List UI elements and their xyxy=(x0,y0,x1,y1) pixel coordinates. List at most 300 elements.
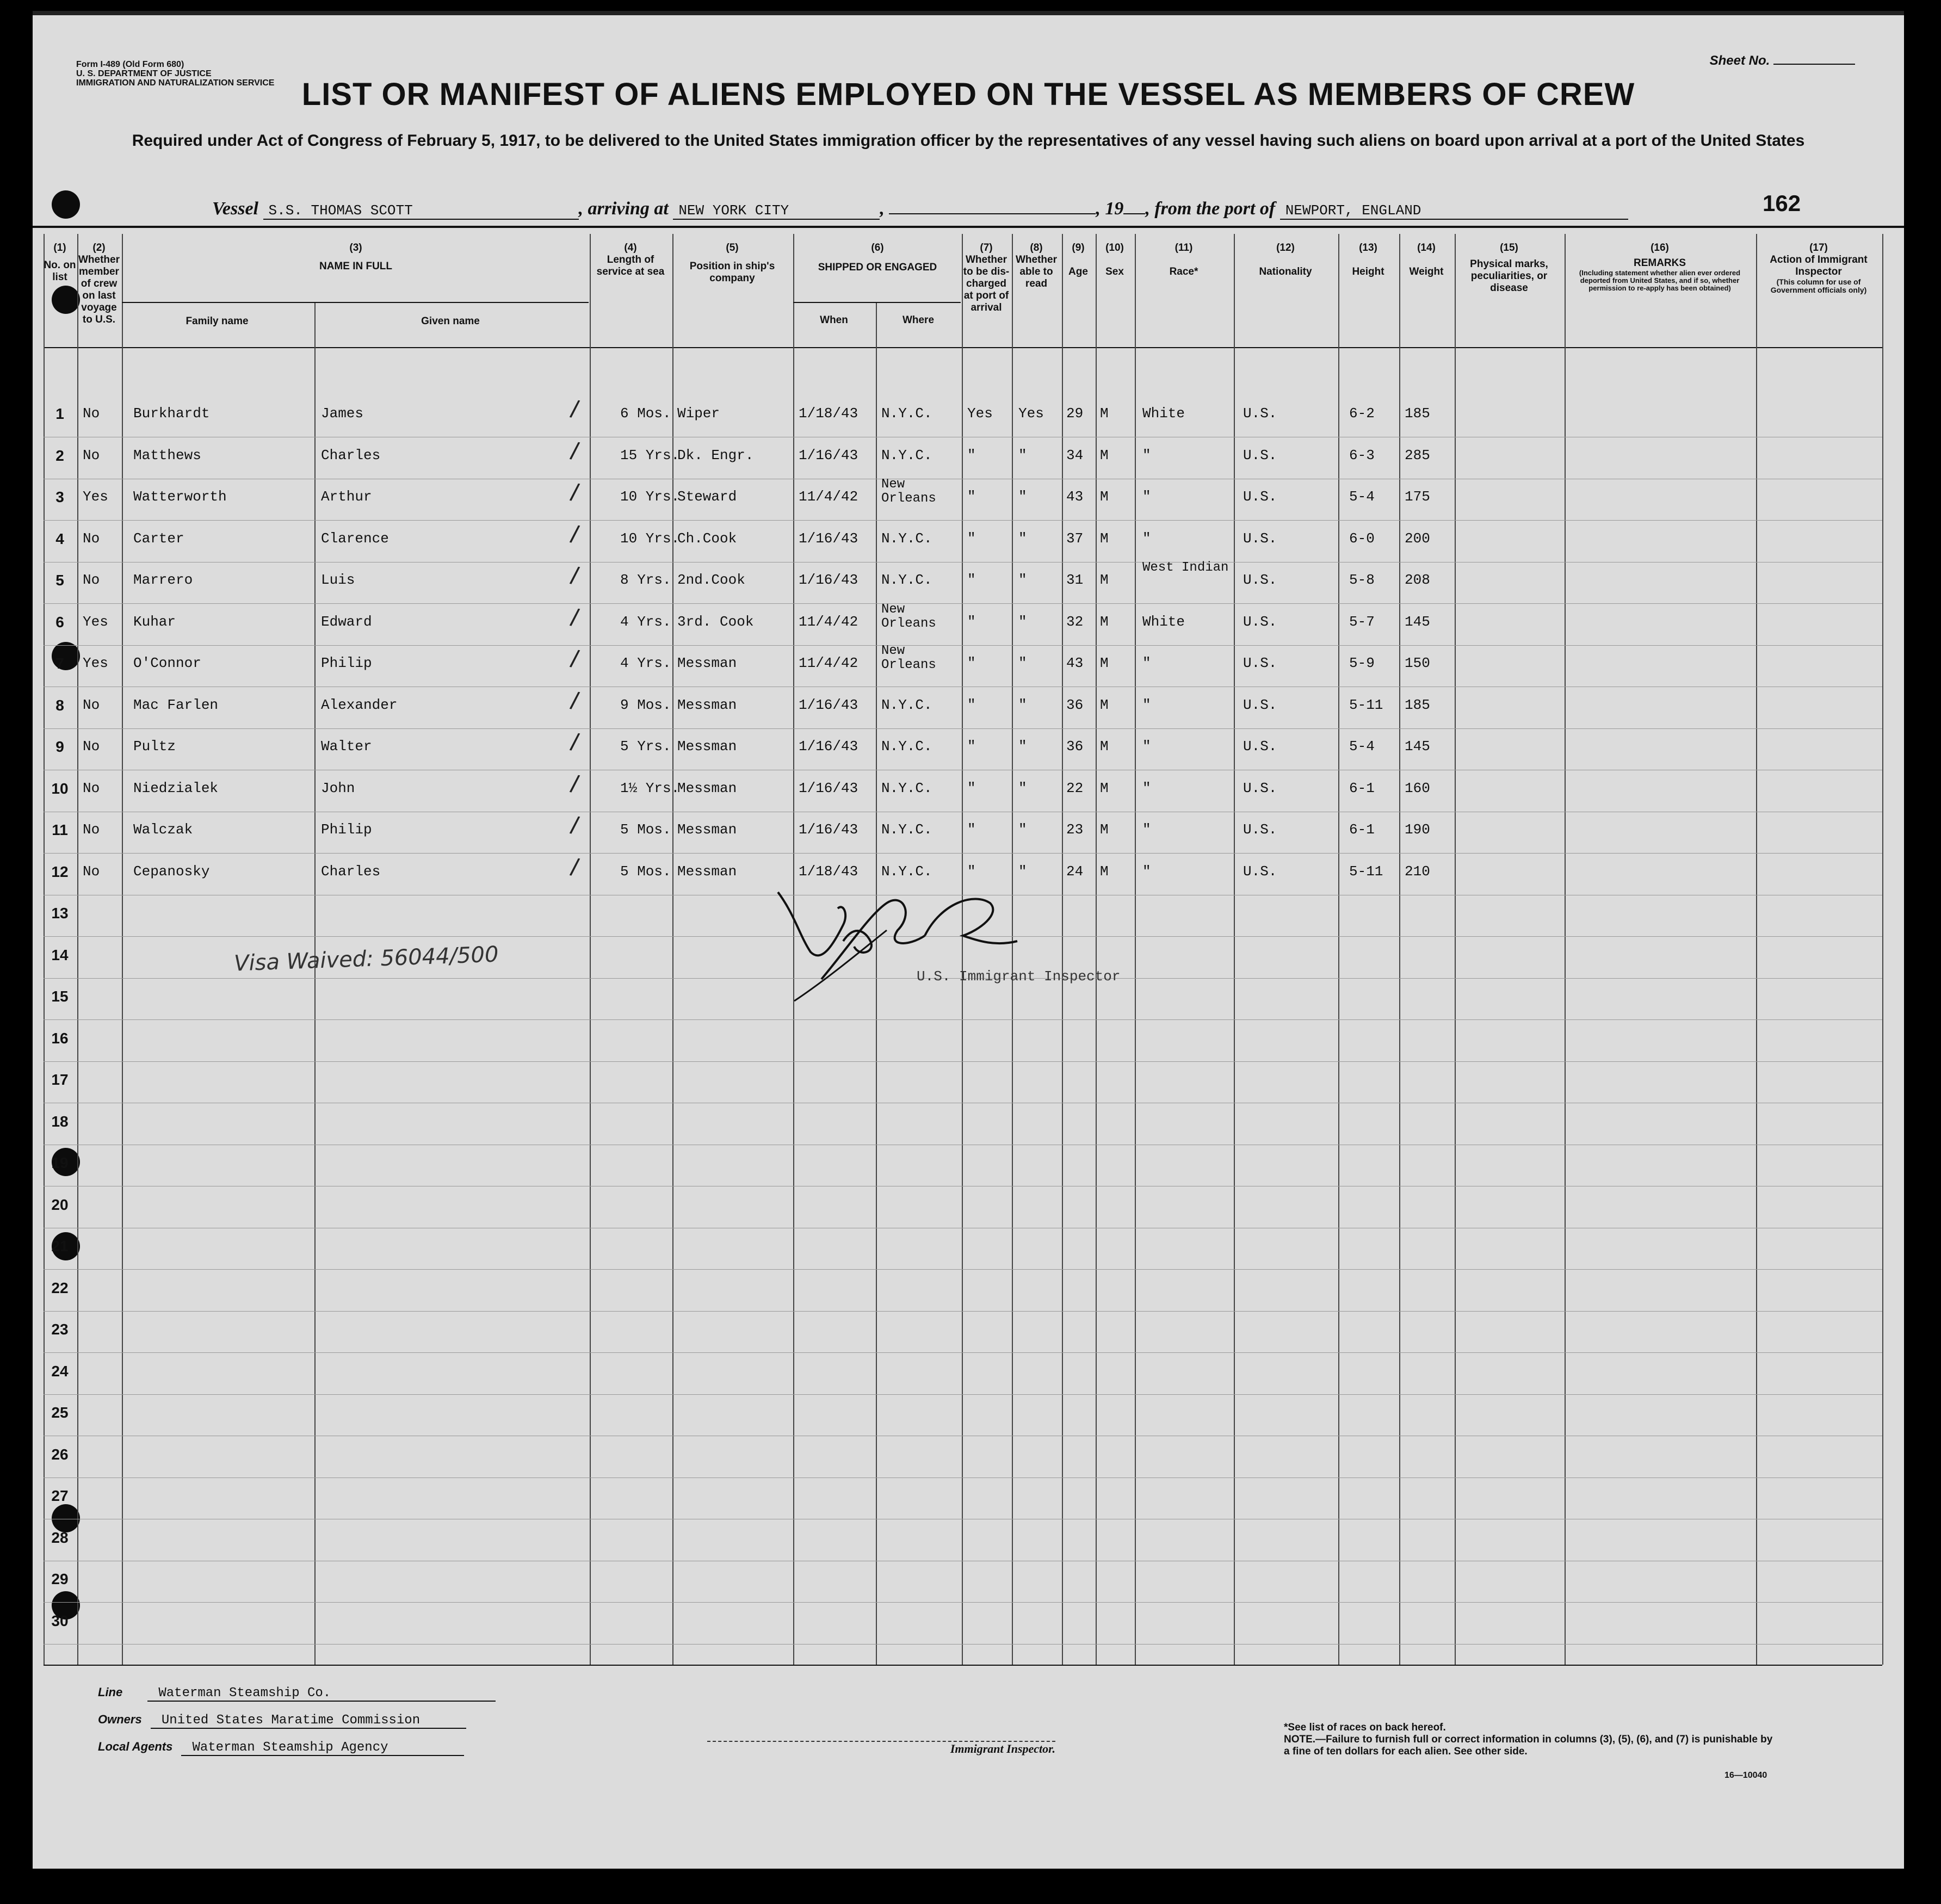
inspector-signature xyxy=(762,870,1034,1012)
manifest-sheet xyxy=(33,11,1904,1869)
header-col-10: (10) Sex xyxy=(1105,242,1124,277)
cell-given: Luis xyxy=(321,572,355,588)
cell-age: 36 xyxy=(1066,696,1084,713)
cell-nat: U.S. xyxy=(1243,863,1277,880)
service-tick-mark: / xyxy=(568,769,582,799)
manifest-subtitle: Required under Act of Congress of February 5, 1917, to be delivered to the United States immigration officer by the representatives of any vessel having such aliens on board upon arrival at a port of the United States xyxy=(132,132,1805,150)
cell-race: White xyxy=(1142,613,1185,630)
cell-race: West Indian xyxy=(1142,560,1229,575)
service-tick-mark: / xyxy=(568,519,582,549)
cell-race: " xyxy=(1142,489,1151,505)
cell-sex: M xyxy=(1100,447,1109,463)
line-label: Line xyxy=(98,1685,123,1699)
row-number: 6 xyxy=(55,613,64,630)
cell-where: N.Y.C. xyxy=(881,821,932,838)
header-bottom-rule xyxy=(44,347,1882,348)
header-col-1: (1) No. on list xyxy=(44,242,76,283)
service-tick-mark: / xyxy=(568,436,582,466)
owners-field xyxy=(98,1713,466,1729)
row-number: 4 xyxy=(55,530,64,547)
row-number: 29 xyxy=(51,1571,69,1587)
row-number: 16 xyxy=(51,1029,69,1047)
header-when: When xyxy=(820,314,848,326)
cell-sex: M xyxy=(1100,613,1109,630)
row-number: 8 xyxy=(55,696,64,714)
row-number: 21 xyxy=(51,1238,69,1254)
cell-age: 23 xyxy=(1066,821,1084,838)
cell-when: 1/16/43 xyxy=(799,530,858,547)
cell-when: 11/4/42 xyxy=(799,613,858,630)
column-rule xyxy=(1455,234,1456,1665)
row-number: 20 xyxy=(51,1196,69,1213)
row-number: 3 xyxy=(55,489,64,505)
cell-last: No xyxy=(83,530,100,547)
cell-age: 22 xyxy=(1066,780,1084,796)
header-col-16: (16) REMARKS (Including statement whether alien ever ordered deported from United States, and if so, whether permission to re-apply has been obtained) xyxy=(1579,242,1741,292)
cell-service: 10 Yrs. xyxy=(620,530,680,547)
row-number: 10 xyxy=(51,780,69,797)
cell-height: 6-1 xyxy=(1349,821,1375,838)
row-rule xyxy=(44,1061,1882,1062)
row-number: 22 xyxy=(51,1279,69,1296)
cell-last: No xyxy=(83,863,100,880)
header-col-12: (12) Nationality xyxy=(1259,242,1312,277)
cell-position: Messman xyxy=(677,821,737,838)
cell-read: " xyxy=(1018,780,1027,796)
cell-when: 1/18/43 xyxy=(799,405,858,422)
row-number: 26 xyxy=(51,1445,69,1463)
cell-last: Yes xyxy=(83,489,108,505)
header-col-14: (14) Weight xyxy=(1409,242,1444,277)
cell-service: 15 Yrs. xyxy=(620,447,680,463)
service-tick-mark: / xyxy=(568,852,582,882)
cell-nat: U.S. xyxy=(1243,530,1277,547)
cell-family: Kuhar xyxy=(133,613,176,630)
cell-given: Edward xyxy=(321,613,372,630)
sheet-number-label: Sheet No. xyxy=(1709,53,1770,68)
cell-race: " xyxy=(1142,530,1151,547)
vessel-line: Vessel S.S. THOMAS SCOTT , arriving at NEW YORK CITY , , 19 , from the port of NEWPORT, ENGLAND xyxy=(212,199,1628,220)
binder-hole xyxy=(52,286,80,314)
arriving-label: , arriving at xyxy=(578,199,669,219)
fine-note: NOTE.—Failure to furnish full or correct information in columns (3), (5), (6), and (7) is punishable by a fine of ten dollars for each alien. See other side. xyxy=(1284,1734,1773,1757)
header-col-4: (4) Length of service at sea xyxy=(596,242,665,277)
cell-where: New Orleans xyxy=(881,644,936,672)
owners-label: Owners xyxy=(98,1713,142,1726)
row-number: 2 xyxy=(55,447,64,464)
immigrant-inspector-line: Immigrant Inspector. xyxy=(707,1741,1055,1756)
service-tick-mark: / xyxy=(568,478,582,507)
cell-service: 4 Yrs. xyxy=(620,613,671,630)
header-col-11: (11) Race* xyxy=(1169,242,1198,277)
cell-when: 1/16/43 xyxy=(799,447,858,463)
cell-family: Niedzialek xyxy=(133,780,219,796)
cell-race: " xyxy=(1142,447,1151,463)
cell-last: No xyxy=(83,738,100,755)
cell-read: " xyxy=(1018,738,1027,755)
cell-position: Messman xyxy=(677,863,737,880)
cell-service: 5 Yrs. xyxy=(620,738,671,755)
cell-age: 43 xyxy=(1066,489,1084,505)
vessel-name: S.S. THOMAS SCOTT xyxy=(263,202,579,220)
cell-disch: " xyxy=(967,655,976,671)
table-bottom-rule xyxy=(44,1665,1882,1666)
cell-where: N.Y.C. xyxy=(881,447,932,463)
row-rule xyxy=(44,853,1882,854)
from-label: , from the port of xyxy=(1145,199,1276,219)
column-rule xyxy=(1135,234,1136,1665)
cell-read: " xyxy=(1018,863,1027,880)
year-label: , 19 xyxy=(1096,199,1124,219)
cell-last: No xyxy=(83,821,100,838)
cell-position: Messman xyxy=(677,696,737,713)
cell-position: Messman xyxy=(677,780,737,796)
row-number: 19 xyxy=(51,1154,69,1171)
inspector-title: U.S. Immigrant Inspector xyxy=(917,968,1121,985)
cell-nat: U.S. xyxy=(1243,655,1277,671)
row-number: 30 xyxy=(51,1612,69,1629)
sheet-top-edge xyxy=(33,11,1904,15)
cell-position: 3rd. Cook xyxy=(677,613,754,630)
cell-position: Wiper xyxy=(677,405,720,422)
cell-family: Pultz xyxy=(133,738,176,755)
row-number: 23 xyxy=(51,1321,69,1338)
cell-service: 9 Mos. xyxy=(620,696,671,713)
line-field xyxy=(98,1685,496,1702)
cell-service: 4 Yrs. xyxy=(620,655,671,671)
cell-family: Marrero xyxy=(133,572,193,588)
cell-last: No xyxy=(83,405,100,422)
table-top-rule xyxy=(33,226,1904,228)
cell-where: N.Y.C. xyxy=(881,738,932,755)
cell-where: N.Y.C. xyxy=(881,780,932,796)
cell-when: 11/4/42 xyxy=(799,655,858,671)
cell-nat: U.S. xyxy=(1243,489,1277,505)
cell-family: Mac Farlen xyxy=(133,696,219,713)
row-number: 14 xyxy=(51,946,69,963)
header-given-name: Given name xyxy=(421,316,480,327)
header-family-name: Family name xyxy=(186,316,249,327)
binder-hole xyxy=(52,1504,80,1532)
cell-height: 5-9 xyxy=(1349,655,1375,671)
cell-sex: M xyxy=(1100,780,1109,796)
date-blank xyxy=(889,213,1096,214)
cell-height: 5-8 xyxy=(1349,572,1375,588)
cell-weight: 208 xyxy=(1405,572,1430,588)
column-rule xyxy=(1062,234,1063,1665)
column-rule xyxy=(314,302,316,1665)
cell-weight: 175 xyxy=(1405,489,1430,505)
sheet-number-blank xyxy=(1773,64,1855,65)
cell-age: 36 xyxy=(1066,738,1084,755)
cell-nat: U.S. xyxy=(1243,613,1277,630)
cell-read: " xyxy=(1018,572,1027,588)
agents-field xyxy=(98,1740,464,1756)
header-col-2: (2) Whether member of crew on last voyage to U.S. xyxy=(78,242,120,325)
cell-disch: " xyxy=(967,489,976,505)
cell-race: White xyxy=(1142,405,1185,422)
cell-age: 24 xyxy=(1066,863,1084,880)
cell-service: 1½ Yrs. xyxy=(620,780,680,796)
cell-where: N.Y.C. xyxy=(881,530,932,547)
row-rule xyxy=(44,1269,1882,1270)
cell-disch: " xyxy=(967,447,976,463)
header-col-6: (6) SHIPPED OR ENGAGED xyxy=(818,242,937,273)
cell-where: N.Y.C. xyxy=(881,405,932,422)
department-name: U. S. DEPARTMENT OF JUSTICE xyxy=(76,69,212,78)
cell-given: Charles xyxy=(321,863,381,880)
service-tick-mark: / xyxy=(568,811,582,840)
cell-age: 37 xyxy=(1066,530,1084,547)
header-col-13: (13) Height xyxy=(1352,242,1384,277)
cell-race: " xyxy=(1142,780,1151,796)
column-rule xyxy=(1399,234,1400,1665)
cell-last: Yes xyxy=(83,613,108,630)
cell-age: 34 xyxy=(1066,447,1084,463)
cell-disch: " xyxy=(967,821,976,838)
row-rule xyxy=(44,603,1882,604)
cell-where: N.Y.C. xyxy=(881,863,932,880)
cell-read: " xyxy=(1018,696,1027,713)
cell-position: Ch.Cook xyxy=(677,530,737,547)
cell-disch: " xyxy=(967,863,976,880)
cell-family: Matthews xyxy=(133,447,201,463)
cell-nat: U.S. xyxy=(1243,405,1277,422)
cell-when: 1/16/43 xyxy=(799,696,858,713)
cell-sex: M xyxy=(1100,572,1109,588)
cell-position: 2nd.Cook xyxy=(677,572,745,588)
service-tick-mark: / xyxy=(568,602,582,632)
cell-when: 11/4/42 xyxy=(799,489,858,505)
cell-nat: U.S. xyxy=(1243,572,1277,588)
cell-read: " xyxy=(1018,530,1027,547)
row-number: 25 xyxy=(51,1404,69,1421)
cell-disch: " xyxy=(967,696,976,713)
cell-weight: 200 xyxy=(1405,530,1430,547)
cell-nat: U.S. xyxy=(1243,696,1277,713)
row-rule xyxy=(44,1352,1882,1353)
header-col-15: (15) Physical marks, peculiarities, or disease xyxy=(1470,242,1548,294)
cell-when: 1/16/43 xyxy=(799,821,858,838)
service-tick-mark: / xyxy=(568,727,582,757)
row-rule xyxy=(44,1019,1882,1020)
cell-sex: M xyxy=(1100,489,1109,505)
row-rule xyxy=(44,728,1882,729)
row-number: 11 xyxy=(52,821,68,838)
form-id: Form I-489 (Old Form 680) xyxy=(76,60,184,69)
column-rule xyxy=(1096,234,1097,1665)
sheet-number-field xyxy=(1710,53,1855,69)
cell-family: Burkhardt xyxy=(133,405,210,422)
cell-race: " xyxy=(1142,655,1151,671)
cell-read: " xyxy=(1018,821,1027,838)
cell-read: " xyxy=(1018,613,1027,630)
manifest-title: LIST OR MANIFEST OF ALIENS EMPLOYED ON THE VESSEL AS MEMBERS OF CREW xyxy=(301,77,1635,112)
row-number: 5 xyxy=(55,572,64,589)
cell-read: " xyxy=(1018,447,1027,463)
service-tick-mark: / xyxy=(568,561,582,590)
cell-when: 1/16/43 xyxy=(799,572,858,588)
cell-disch: Yes xyxy=(967,405,993,422)
cell-family: Watterworth xyxy=(133,489,227,505)
service-tick-mark: / xyxy=(568,685,582,715)
arriving-port: NEW YORK CITY xyxy=(673,202,880,220)
cell-race: " xyxy=(1142,696,1151,713)
cell-last: No xyxy=(83,572,100,588)
cell-where: New Orleans xyxy=(881,477,936,506)
row-number: 28 xyxy=(51,1529,69,1546)
cell-height: 6-3 xyxy=(1349,447,1375,463)
cell-service: 8 Yrs. xyxy=(620,572,671,588)
cell-given: James xyxy=(321,405,364,422)
cell-weight: 160 xyxy=(1405,780,1430,796)
row-rule xyxy=(44,1394,1882,1395)
row-number: 18 xyxy=(51,1112,69,1130)
column-rule xyxy=(590,234,591,1665)
cell-weight: 145 xyxy=(1405,613,1430,630)
row-number: 15 xyxy=(51,988,69,1005)
header-col-3: (3) NAME IN FULL xyxy=(319,242,393,272)
row-rule xyxy=(44,1602,1882,1603)
cell-weight: 185 xyxy=(1405,696,1430,713)
cell-disch: " xyxy=(967,613,976,630)
cell-disch: " xyxy=(967,780,976,796)
column-rule xyxy=(1756,234,1757,1665)
cell-read: Yes xyxy=(1018,405,1044,422)
from-port: NEWPORT, ENGLAND xyxy=(1280,202,1628,220)
cell-disch: " xyxy=(967,530,976,547)
row-number: 13 xyxy=(51,905,69,922)
cell-height: 5-7 xyxy=(1349,613,1375,630)
cell-last: No xyxy=(83,780,100,796)
visa-waived-note: Visa Waived: 56044/500 xyxy=(233,942,499,976)
cell-given: Philip xyxy=(321,655,372,671)
cell-last: Yes xyxy=(83,655,108,671)
cell-given: Charles xyxy=(321,447,381,463)
cell-race: " xyxy=(1142,738,1151,755)
service-tick-mark: / xyxy=(568,394,582,424)
cell-weight: 190 xyxy=(1405,821,1430,838)
cell-weight: 145 xyxy=(1405,738,1430,755)
line-value: Waterman Steamship Co. xyxy=(147,1686,496,1702)
cell-sex: M xyxy=(1100,405,1109,422)
cell-service: 5 Mos. xyxy=(620,821,671,838)
row-number: 1 xyxy=(55,405,64,422)
cell-given: Philip xyxy=(321,821,372,838)
cell-race: " xyxy=(1142,821,1151,838)
cell-where: N.Y.C. xyxy=(881,572,932,588)
cell-last: No xyxy=(83,696,100,713)
column-rule xyxy=(1338,234,1339,1665)
agents-value: Waterman Steamship Agency xyxy=(181,1740,464,1756)
cell-height: 5-11 xyxy=(1349,696,1383,713)
cell-service: 5 Mos. xyxy=(620,863,671,880)
page-number: 162 xyxy=(1763,190,1801,216)
cell-sex: M xyxy=(1100,738,1109,755)
row-rule xyxy=(44,645,1882,646)
shipped-subheader-rule xyxy=(793,302,961,303)
cell-height: 5-4 xyxy=(1349,489,1375,505)
year-blank xyxy=(1123,213,1145,214)
header-col-7: (7) Whether to be dis-charged at port of arrival xyxy=(963,242,1010,313)
cell-age: 31 xyxy=(1066,572,1084,588)
cell-sex: M xyxy=(1100,696,1109,713)
cell-age: 43 xyxy=(1066,655,1084,671)
cell-given: John xyxy=(321,780,355,796)
cell-last: No xyxy=(83,447,100,463)
cell-sex: M xyxy=(1100,655,1109,671)
header-col-8: (8) Whether able to read xyxy=(1016,242,1057,289)
cell-height: 5-11 xyxy=(1349,863,1383,880)
cell-family: Cepanosky xyxy=(133,863,210,880)
header-col-9: (9) Age xyxy=(1068,242,1088,277)
header-col-17: (17) Action of Immigrant Inspector (This column for use of Government officials only) xyxy=(1770,242,1868,294)
vessel-label: Vessel xyxy=(212,199,258,219)
cell-given: Alexander xyxy=(321,696,398,713)
cell-sex: M xyxy=(1100,863,1109,880)
cell-sex: M xyxy=(1100,530,1109,547)
row-number: 7 xyxy=(55,655,64,672)
cell-race: " xyxy=(1142,863,1151,880)
cell-age: 32 xyxy=(1066,613,1084,630)
cell-height: 6-2 xyxy=(1349,405,1375,422)
header-where: Where xyxy=(902,314,935,326)
row-number: 27 xyxy=(51,1487,69,1504)
cell-position: Dk. Engr. xyxy=(677,447,754,463)
cell-given: Walter xyxy=(321,738,372,755)
column-rule xyxy=(1565,234,1566,1665)
cell-read: " xyxy=(1018,655,1027,671)
races-note: *See list of races on back hereof. xyxy=(1284,1722,1446,1733)
cell-weight: 150 xyxy=(1405,655,1430,671)
cell-nat: U.S. xyxy=(1243,780,1277,796)
cell-family: Walczak xyxy=(133,821,193,838)
cell-height: 6-1 xyxy=(1349,780,1375,796)
cell-age: 29 xyxy=(1066,405,1084,422)
cell-disch: " xyxy=(967,572,976,588)
row-number: 24 xyxy=(51,1362,69,1380)
row-number: 17 xyxy=(51,1071,69,1088)
row-rule xyxy=(44,1311,1882,1312)
service-name: IMMIGRATION AND NATURALIZATION SERVICE xyxy=(76,78,275,88)
column-rule xyxy=(77,234,78,1665)
cell-position: Messman xyxy=(677,738,737,755)
cell-family: O'Connor xyxy=(133,655,201,671)
cell-position: Messman xyxy=(677,655,737,671)
owners-value: United States Maratime Commission xyxy=(151,1713,466,1729)
agents-label: Local Agents xyxy=(98,1740,173,1753)
cell-where: N.Y.C. xyxy=(881,696,932,713)
cell-weight: 210 xyxy=(1405,863,1430,880)
cell-nat: U.S. xyxy=(1243,447,1277,463)
cell-nat: U.S. xyxy=(1243,821,1277,838)
cell-nat: U.S. xyxy=(1243,738,1277,755)
row-number: 12 xyxy=(51,863,69,880)
cell-position: Steward xyxy=(677,489,737,505)
cell-when: 1/18/43 xyxy=(799,863,858,880)
cell-height: 5-4 xyxy=(1349,738,1375,755)
cell-when: 1/16/43 xyxy=(799,738,858,755)
cell-given: Clarence xyxy=(321,530,389,547)
cell-read: " xyxy=(1018,489,1027,505)
row-rule xyxy=(44,520,1882,521)
cell-service: 6 Mos. xyxy=(620,405,671,422)
cell-weight: 285 xyxy=(1405,447,1430,463)
cell-disch: " xyxy=(967,738,976,755)
column-rule xyxy=(1882,234,1883,1665)
cell-family: Carter xyxy=(133,530,184,547)
cell-where: New Orleans xyxy=(881,602,936,631)
